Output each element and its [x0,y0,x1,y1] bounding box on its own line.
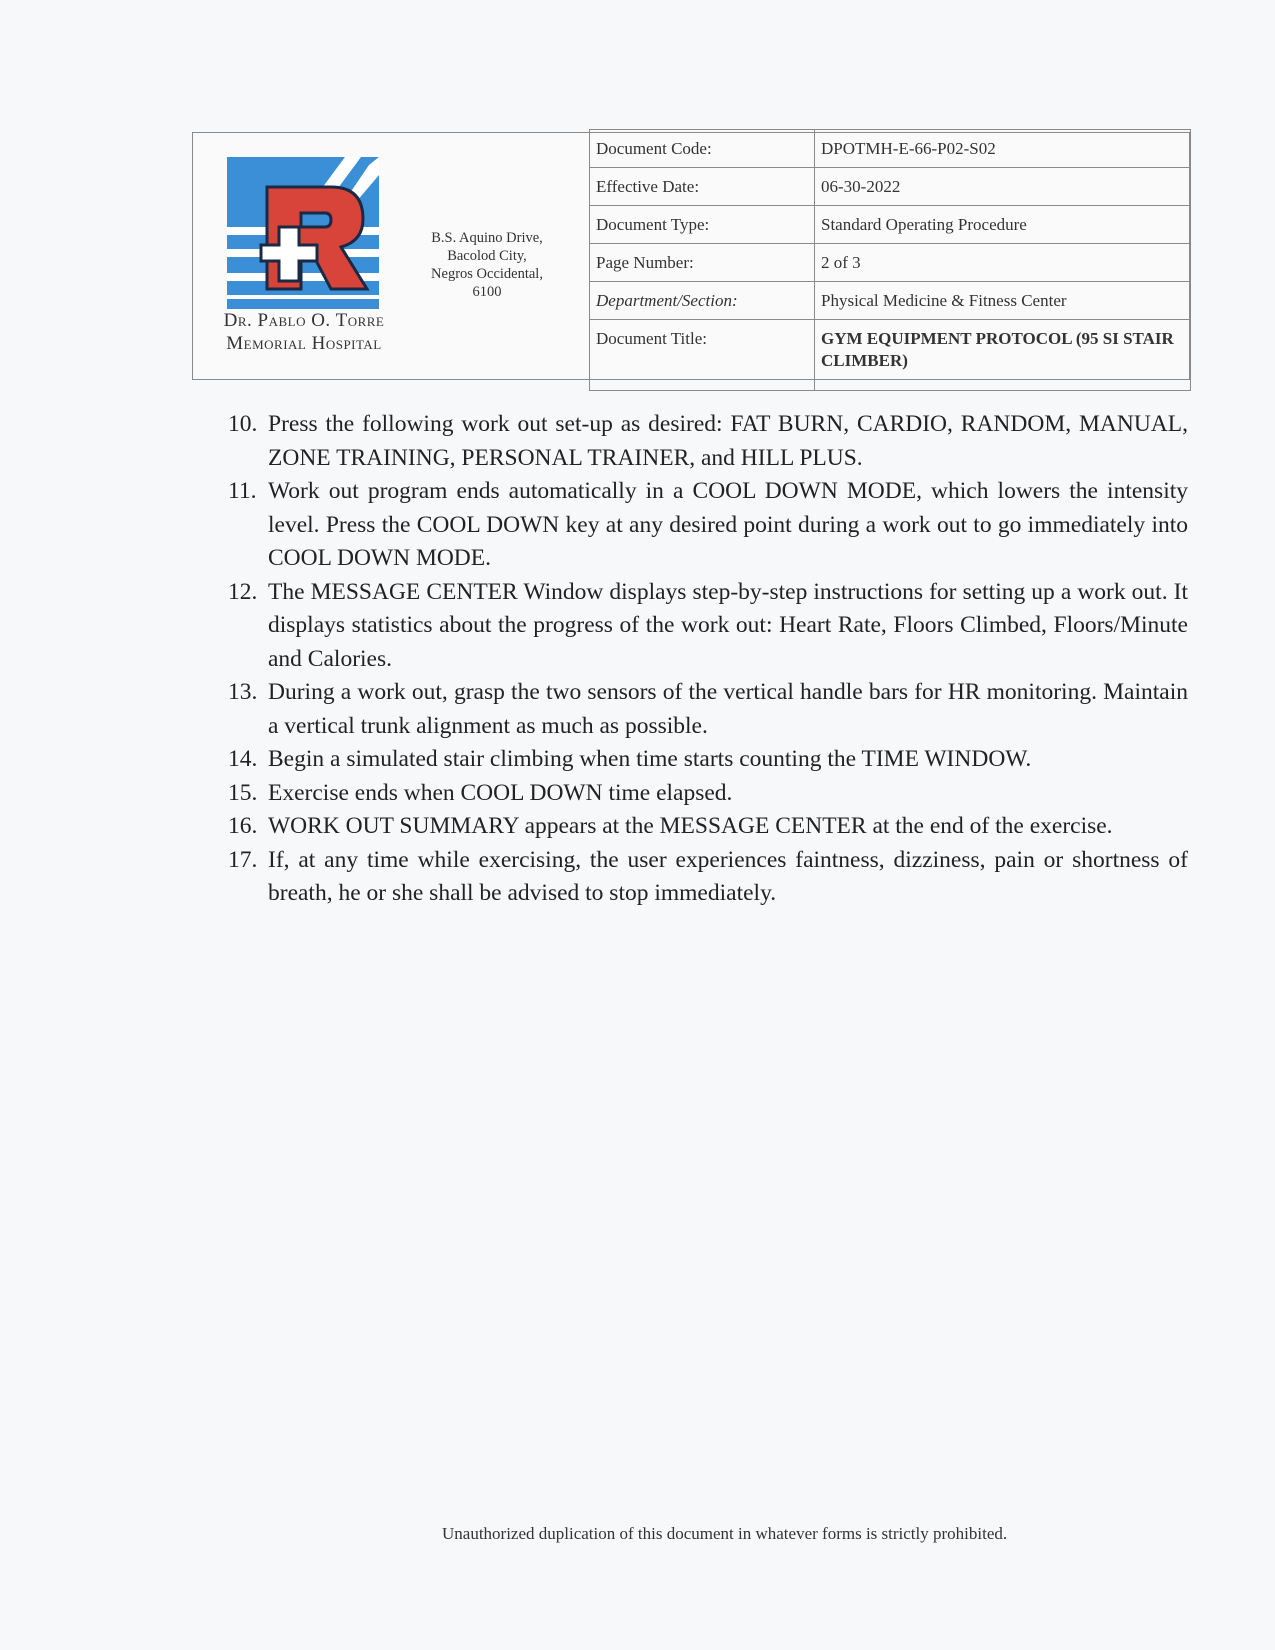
list-item [228,475,1188,576]
field-value: Standard Operating Procedure [815,206,1191,244]
step-text: If, at any time while exercising, the user experiences faintness, dizziness, pain or shortness of breath, he or she shall be advised to stop immediately. [268,846,1188,906]
hospital-cross-logo-icon [227,157,383,309]
step-number: 12. [228,578,258,605]
document-metadata-table [589,129,1191,391]
step-text: The MESSAGE CENTER Window displays step-by-step instructions for setting up a work out. It displays statistics about the progress of the work out: Heart Rate, Floors Climbed, Floors/Minute and Calories. [268,578,1188,672]
table-row [590,130,1191,168]
field-value: Physical Medicine & Fitness Center [815,282,1191,320]
list-item [228,743,1188,777]
table-row [590,168,1191,206]
step-number: 15. [228,779,258,806]
footer-notice: Unauthorized duplication of this document in whatever forms is strictly prohibited. [442,1524,1008,1543]
table-row [590,244,1191,282]
step-number: 17. [228,846,258,873]
hospital-name-line2: Memorial Hospital [226,333,382,354]
hospital-name-line1: Dr. Pablo O. Torre [223,310,385,331]
steps-list [228,408,1188,911]
address-line: Bacolod City, [447,248,527,264]
field-value: 2 of 3 [815,244,1191,282]
field-label: Department/Section: [590,282,815,320]
field-value: 06-30-2022 [815,168,1191,206]
hospital-logo-block [193,133,415,379]
address-line: B.S. Aquino Drive, [431,230,543,246]
step-text: WORK OUT SUMMARY appears at the MESSAGE CENTER at the end of the exercise. [268,813,1113,839]
field-value: DPOTMH-E-66-P02-S02 [815,130,1191,168]
field-label: Page Number: [590,244,815,282]
step-number: 14. [228,746,258,772]
table-row [590,320,1191,391]
procedure-steps [228,408,1188,911]
step-number: 11. [228,478,257,504]
field-label: Document Title: [590,320,815,391]
step-text: Exercise ends when COOL DOWN time elapsed. [268,779,733,806]
step-text: Begin a simulated stair climbing when time starts counting the TIME WINDOW. [268,746,1032,772]
list-item [228,408,1188,475]
list-item [228,810,1188,844]
list-item [228,777,1188,811]
table-row [590,282,1191,320]
field-label: Document Type: [590,206,815,244]
document-header [192,132,1190,380]
table-row [590,206,1191,244]
list-item [228,676,1188,743]
hospital-address [415,229,559,301]
step-text: During a work out, grasp the two sensors of the vertical handle bars for HR monitoring. Maintain a vertical trunk alignment as much as possible. [268,679,1188,739]
address-line: Negros Occidental, [431,266,543,282]
address-line: 6100 [472,284,502,300]
step-text: Work out program ends automatically in a COOL DOWN MODE, which lowers the intensity level. Press the COOL DOWN key at any desired point during a work out to go immediately into COOL DOWN MODE. [268,478,1188,571]
field-label: Document Code: [590,130,815,168]
list-item [228,576,1188,677]
step-number: 16. [228,813,258,839]
step-text: Press the following work out set-up as desired: FAT BURN, CARDIO, RANDOM, MANUAL, ZONE TRAINING, PERSONAL TRAINER, and HILL PLUS. [268,411,1188,471]
list-item [228,844,1188,911]
hospital-name [193,309,415,355]
step-number: 10. [228,411,258,437]
field-label: Effective Date: [590,168,815,206]
document-title-value: GYM EQUIPMENT PROTOCOL (95 SI STAIR CLIMBER) [815,320,1191,391]
step-number: 13. [228,679,258,705]
